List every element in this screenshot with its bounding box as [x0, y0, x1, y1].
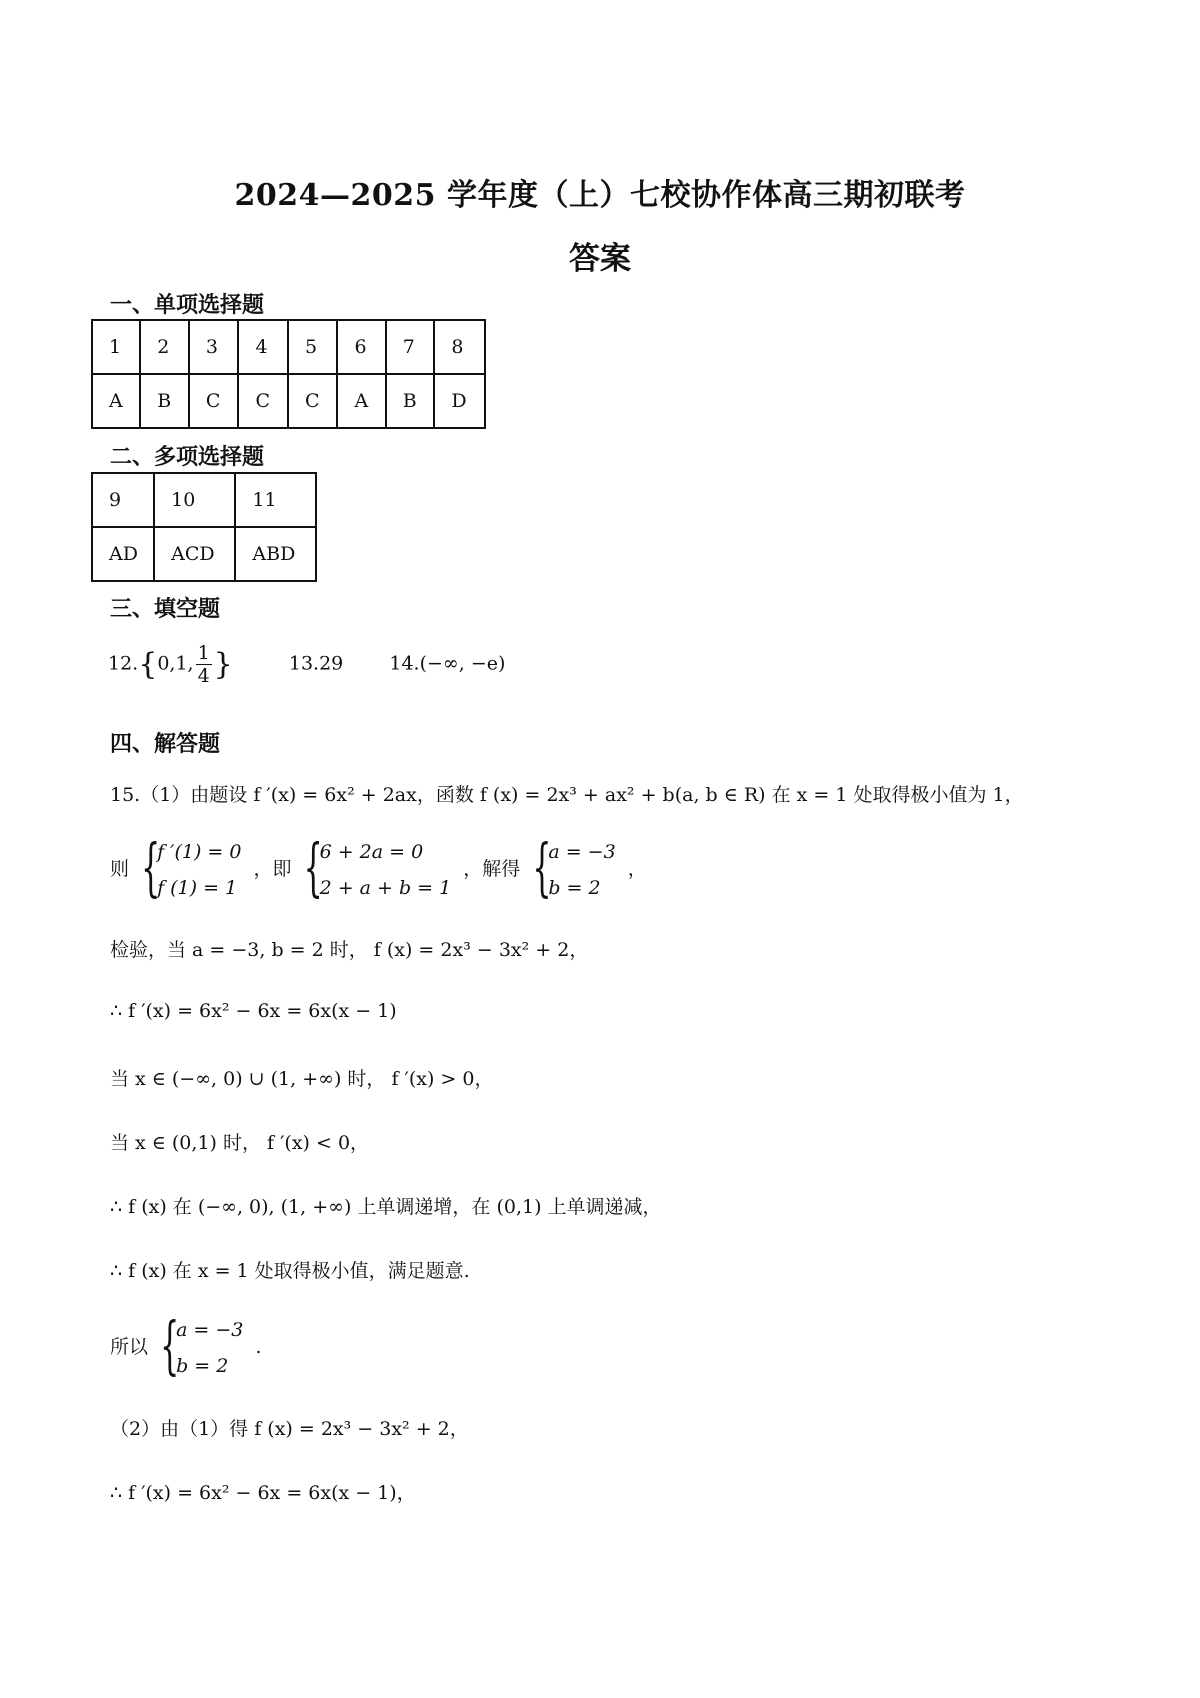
table-row [92, 527, 316, 581]
solution-line-6: 当 x ∈ (0,1) 时， f ′(x) < 0， [110, 1132, 370, 1154]
answer-cell: C [189, 374, 239, 428]
solution-line-4: ∴ f ′(x) = 6x² − 6x = 6x(x − 1) [110, 1000, 397, 1022]
solution-line-5: 当 x ∈ (−∞, 0) ∪ (1, +∞) 时， f ′(x) > 0， [110, 1068, 494, 1090]
answer-cell: C [288, 374, 338, 428]
question-number: 11 [235, 473, 316, 527]
answer-cell: ABD [235, 527, 316, 581]
page-subtitle: 答案 [569, 241, 631, 277]
solution-line-3: 检验，当 a = −3, b = 2 时， f (x) = 2x³ − 3x² + 2， [110, 939, 589, 961]
q12-fraction: $\frac{1}{4}$ [197, 642, 210, 687]
solution-line-9: 所以 { a = −3 b = 2 . [110, 1312, 262, 1384]
answer-cell: D [434, 374, 485, 428]
answer-cell: AD [92, 527, 154, 581]
question-number: 7 [386, 320, 435, 374]
solution-line-8: ∴ f (x) 在 x = 1 处取得极小值，满足题意. [110, 1260, 470, 1282]
section-single-choice: 一、单项选择题 [110, 293, 265, 318]
question-number: 4 [238, 320, 288, 374]
question-number: 8 [434, 320, 485, 374]
solution-line-1: 15.（1）由题设 f ′(x) = 6x² + 2ax，函数 f (x) = 2x³ + ax² + b(a, b ∈ R) 在 x = 1 处取得极小值为 1， [110, 784, 1024, 806]
solution-line-2: 则 { f ′(1) = 0 f (1) = 1 ，即 { 6 + 2a = 0 2 + a + b = 1 ，解得 { a = −3 b = 2 ， [110, 834, 647, 906]
table-row [92, 320, 485, 374]
table-row [92, 473, 316, 527]
q14-answer: 14.(−∞, −e) [389, 652, 506, 675]
question-number: 2 [140, 320, 189, 374]
system-result: { a = −3 b = 2 [160, 1312, 243, 1384]
page-title: 2024—2025 学年度（上）七校协作体高三期初联考 [234, 178, 966, 213]
answer-cell: C [238, 374, 288, 428]
section-solutions: 四、解答题 [110, 732, 221, 757]
solution-line-11: ∴ f ′(x) = 6x² − 6x = 6x(x − 1)， [110, 1482, 416, 1504]
solution-line-10: （2）由（1）得 f (x) = 2x³ − 3x² + 2， [110, 1418, 469, 1440]
question-number: 1 [92, 320, 140, 374]
answer-cell: ACD [154, 527, 235, 581]
single-choice-table [91, 319, 486, 429]
q12-prefix: 12. [108, 652, 139, 675]
answer-cell: B [386, 374, 435, 428]
fill-answers: 12.{0,1, $\frac{1}{4}$ } 13.29 14.(−∞, −e) [108, 642, 506, 687]
question-number: 6 [337, 320, 385, 374]
system-2: { 6 + 2a = 0 2 + a + b = 1 [304, 834, 452, 906]
table-row [92, 374, 485, 428]
question-number: 9 [92, 473, 154, 527]
answer-cell: A [92, 374, 140, 428]
section-multi-choice: 二、多项选择题 [110, 445, 265, 470]
question-number: 3 [189, 320, 239, 374]
question-number: 5 [288, 320, 338, 374]
solution-line-7: ∴ f (x) 在 (−∞, 0), (1, +∞) 上单调递增，在 (0,1) 上单调递减， [110, 1196, 662, 1218]
q12-set: 0,1, [157, 652, 194, 675]
section-fill-blank: 三、填空题 [110, 597, 221, 622]
system-1: { f ′(1) = 0 f (1) = 1 [141, 834, 241, 906]
question-number: 10 [154, 473, 235, 527]
answer-cell: A [337, 374, 385, 428]
answer-cell: B [140, 374, 189, 428]
q13-answer: 13.29 [288, 652, 344, 675]
system-3: { a = −3 b = 2 [532, 834, 615, 906]
multi-choice-table [91, 472, 317, 582]
